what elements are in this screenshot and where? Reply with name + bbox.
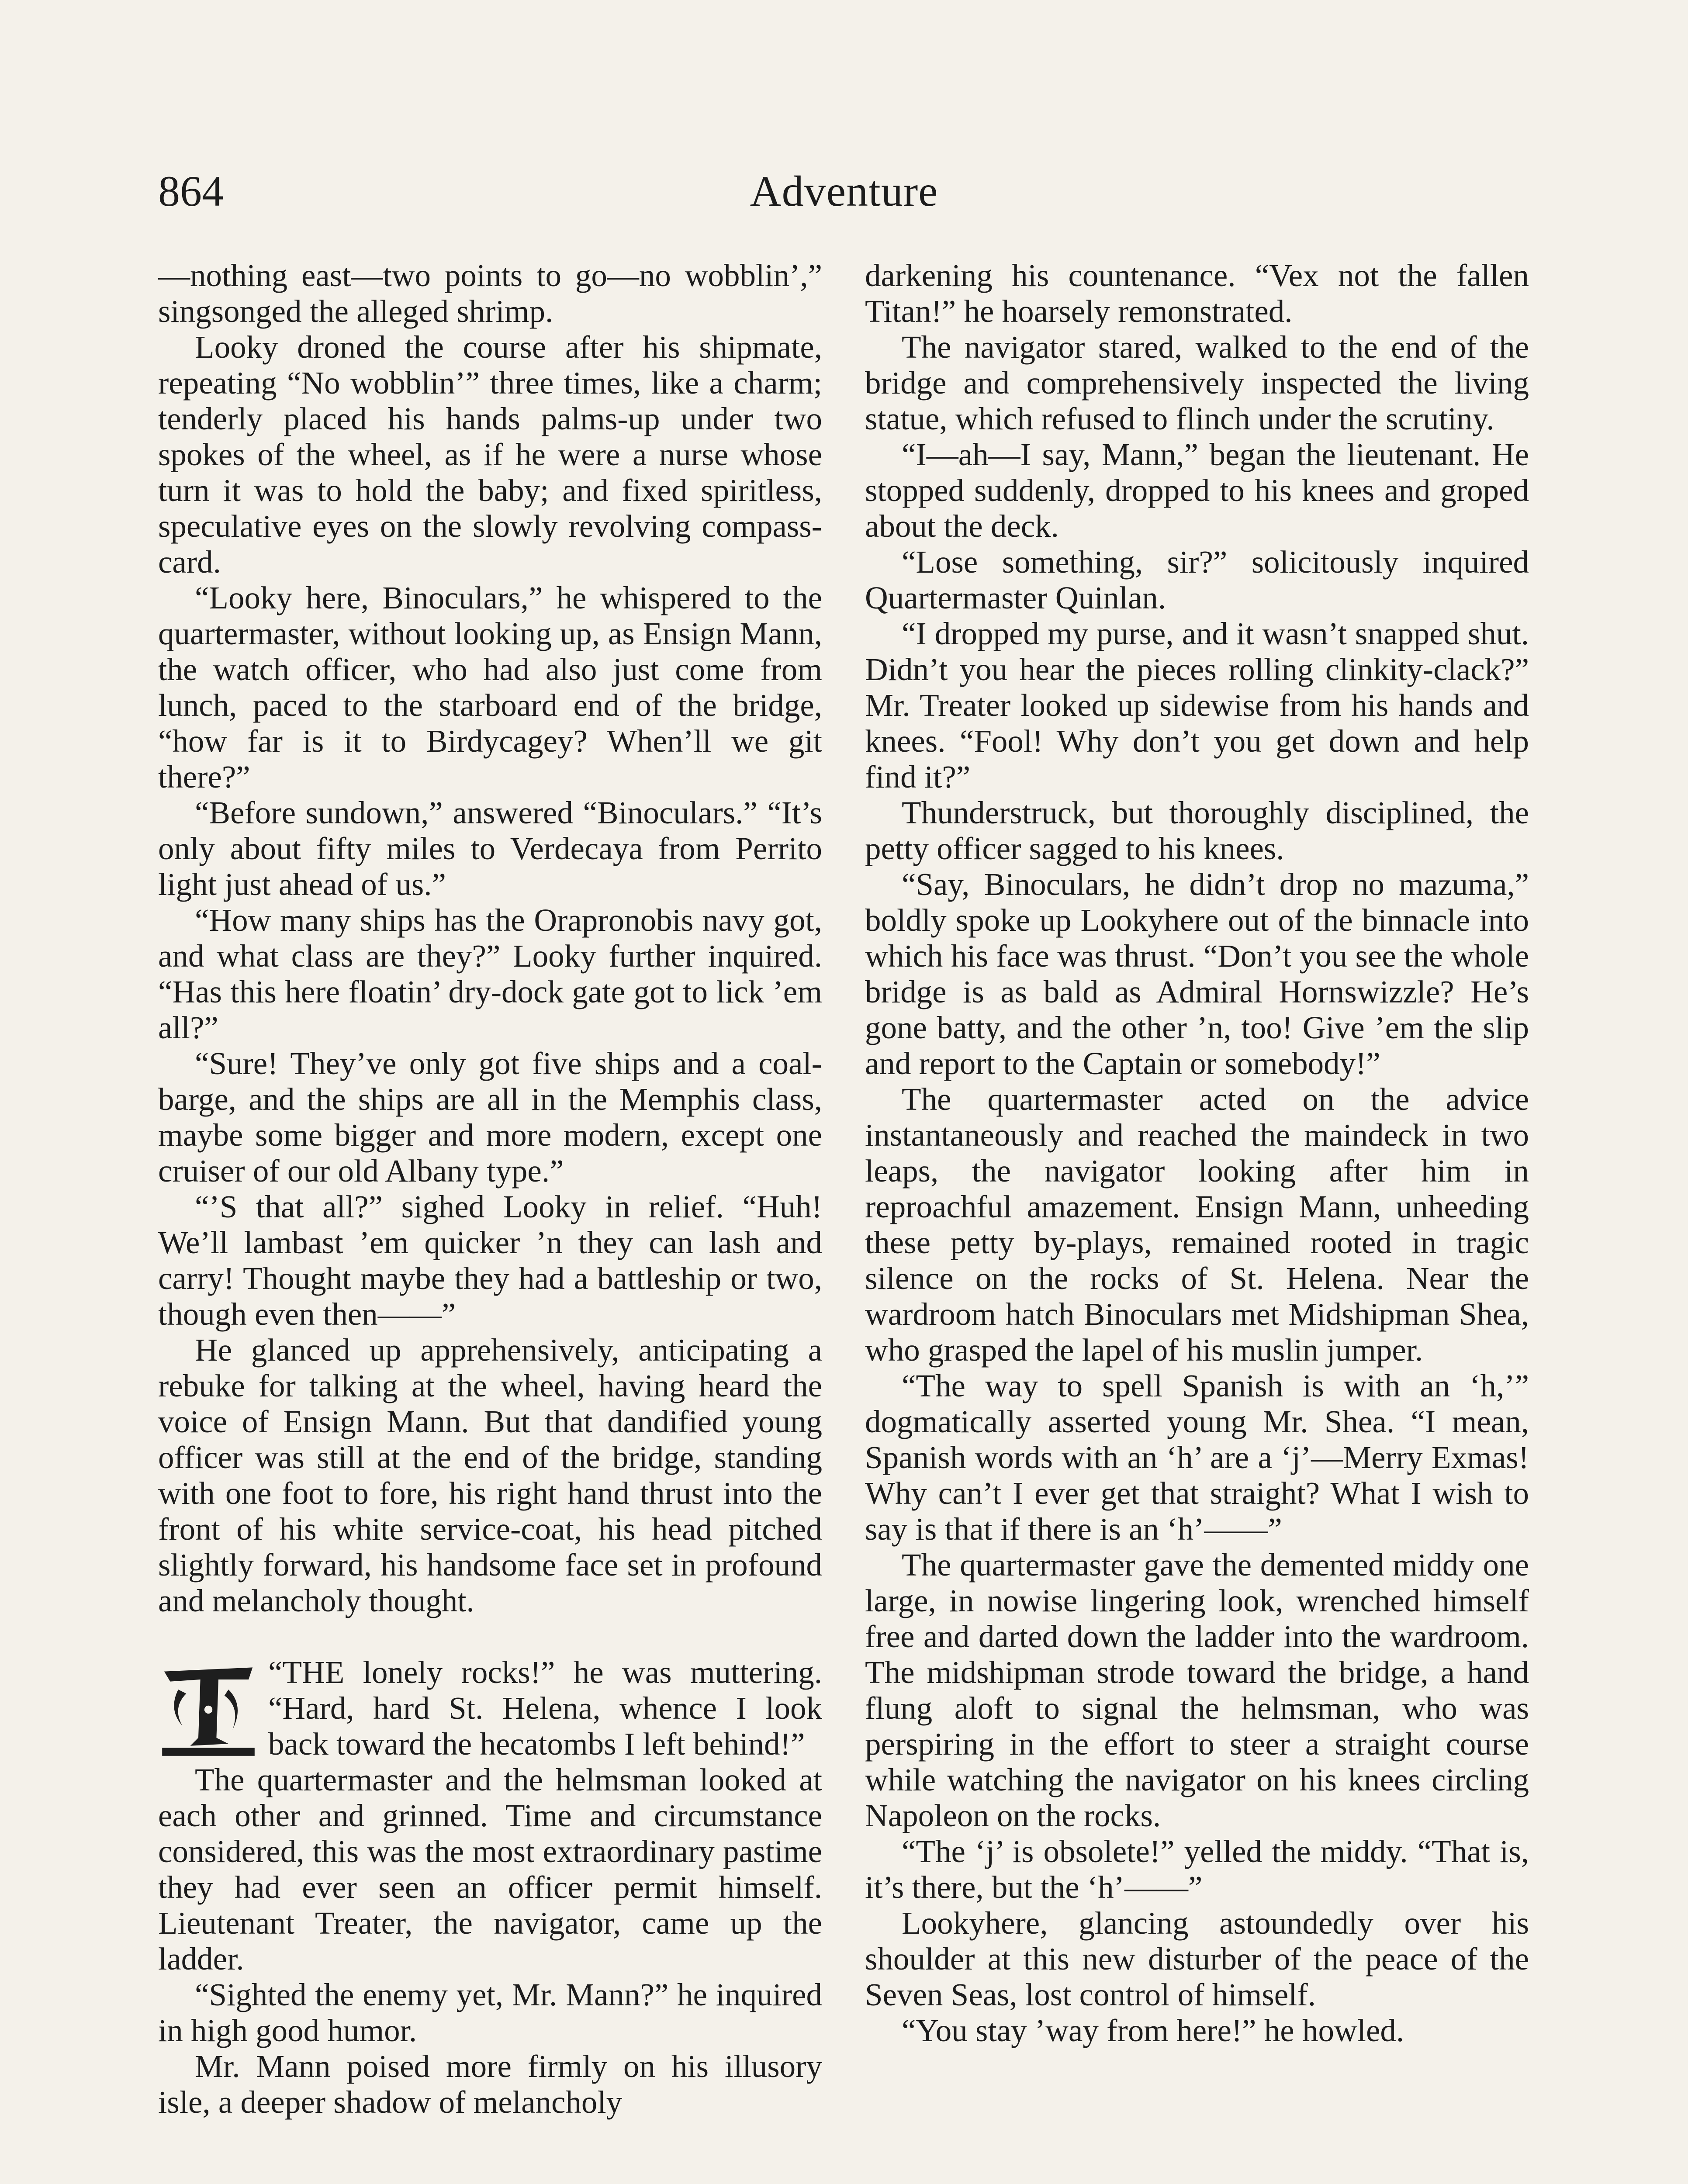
paragraph: The quartermaster and the helmsman looked at each other and grinned. Time and circumstance considered, this was the most extraordinary pastime they had ever seen an officer permit himself. Lieutenant Treater, the navigator, came up the ladder. [158, 1762, 822, 1977]
left-column [158, 258, 822, 2184]
running-title: Adventure [750, 167, 938, 215]
paragraph: Looky droned the course after his shipmate, repeating “No wobblin’” three times, like a charm; tenderly placed his hands palms-up under two spokes of the wheel, as if he were a nurse whose turn it was to hold the baby; and fixed spiritless, speculative eyes on the slowly revolving compass-card. [158, 329, 822, 580]
paragraph: Mr. Mann poised more firmly on his illusory isle, a deeper shadow of melancholy [158, 2049, 822, 2120]
paragraph: “I dropped my purse, and it wasn’t snapped shut. Didn’t you hear the pieces rolling clinkity-clack?” Mr. Treater looked up sidewise from his hands and knees. “Fool! Why don’t you get down and help find it?” [865, 616, 1529, 795]
paragraph: “How many ships has the Orapronobis navy got, and what class are they?” Looky further inquired. “Has this here floatin’ dry-dock gate got to lick ’em all?” [158, 902, 822, 1045]
paragraph: “THE lonely rocks!” he was muttering. “Hard, hard St. Helena, whence I look back toward the hecatombs I left behind!” [268, 1655, 822, 1762]
paragraph: —nothing east—two points to go—no wobblin’,” singsonged the alleged shrimp. [158, 258, 822, 329]
paragraph: “Before sundown,” answered “Binoculars.” “It’s only about fifty miles to Verdecaya from Perrito light just ahead of us.” [158, 795, 822, 902]
paragraph: “Lose something, sir?” solicitously inquired Quartermaster Quinlan. [865, 544, 1529, 615]
paragraph: He glanced up apprehensively, anticipating a rebuke for talking at the wheel, having heard the voice of Ensign Mann. But that dandified young officer was still at the end of the bridge, standing with one foot to fore, his right hand thrust into the front of his white service-coat, his head pitched slightly forward, his handsome face set in profound and melancholy thought. [158, 1332, 822, 1618]
page-header [0, 165, 1688, 218]
section-break [158, 1655, 822, 1762]
paragraph: “Say, Binoculars, he didn’t drop no mazuma,” boldly spoke up Lookyhere out of the binnacle into which his face was thrust. “Don’t you see the whole bridge is as bald as Admiral Hornswizzle? He’s gone batty, and the other ’n, too! Give ’em the slip and report to the Captain or somebody!” [865, 867, 1529, 1081]
paragraph: “You stay ’way from here!” he howled. [902, 2013, 1404, 2048]
ornamental-T-icon [158, 1658, 259, 1761]
paragraph: Lookyhere, glancing astoundedly over his shoulder at this new disturber of the peace of the Seven Seas, lost control of himself. [865, 1905, 1529, 2012]
paragraph: Thunderstruck, but thoroughly disciplined, the petty officer sagged to his knees. [865, 795, 1529, 866]
paragraph: “The ‘j’ is obsolete!” yelled the middy. “That is, it’s there, but the ‘h’——” [865, 1834, 1529, 1905]
paragraph: “The way to spell Spanish is with an ‘h,’” dogmatically asserted young Mr. Shea. “I mean, Spanish words with an ‘h’ are a ‘j’—Merry Exmas! Why can’t I ever get that straight? What I wish to say is that if there is an ‘h’——” [865, 1368, 1529, 1547]
paragraph: “Looky here, Binoculars,” he whispered to the quartermaster, without looking up, as Ensign Mann, the watch officer, who had also just come from lunch, paced to the starboard end of the bridge, “how far is it to Birdycagey? When’ll we git there?” [158, 580, 822, 795]
right-column [865, 258, 1529, 2184]
paragraph: “Sure! They’ve only got five ships and a coal-barge, and the ships are all in the Memphis class, maybe some bigger and more modern, except one cruiser of our old Albany type.” [158, 1046, 822, 1189]
paragraph: The navigator stared, walked to the end of the bridge and comprehensively inspected the living statue, which refused to flinch under the scrutiny. [865, 329, 1529, 436]
paragraph: The quartermaster acted on the advice instantaneously and reached the maindeck in two leaps, the navigator looking after him in reproachful amazement. Ensign Mann, unheeding these petty by-plays, remained rooted in tragic silence on the rocks of St. Helena. Near the wardroom hatch Binoculars met Midshipman Shea, who grasped the lapel of his muslin jumper. [865, 1082, 1529, 1368]
paragraph: The quartermaster gave the demented middy one large, in nowise lingering look, wrenched himself free and darted down the ladder into the wardroom. The midshipman strode toward the bridge, a hand flung aloft to signal the helmsman, who was perspiring in the effort to steer a straight course while watching the navigator on his knees circling Napoleon on the rocks. [865, 1547, 1529, 1833]
paragraph: “Sighted the enemy yet, Mr. Mann?” he inquired in high good humor. [158, 1977, 822, 2048]
page-number: 864 [158, 167, 224, 215]
paragraph: “I—ah—I say, Mann,” began the lieutenant. He stopped suddenly, dropped to his knees and groped about the deck. [865, 437, 1529, 544]
paragraph: darkening his countenance. “Vex not the fallen Titan!” he hoarsely remonstrated. [865, 258, 1529, 329]
paragraph: “’S that all?” sighed Looky in relief. “Huh! We’ll lambast ’em quicker ’n they can lash and carry! Thought maybe they had a battleship or two, though even then——” [158, 1189, 822, 1332]
